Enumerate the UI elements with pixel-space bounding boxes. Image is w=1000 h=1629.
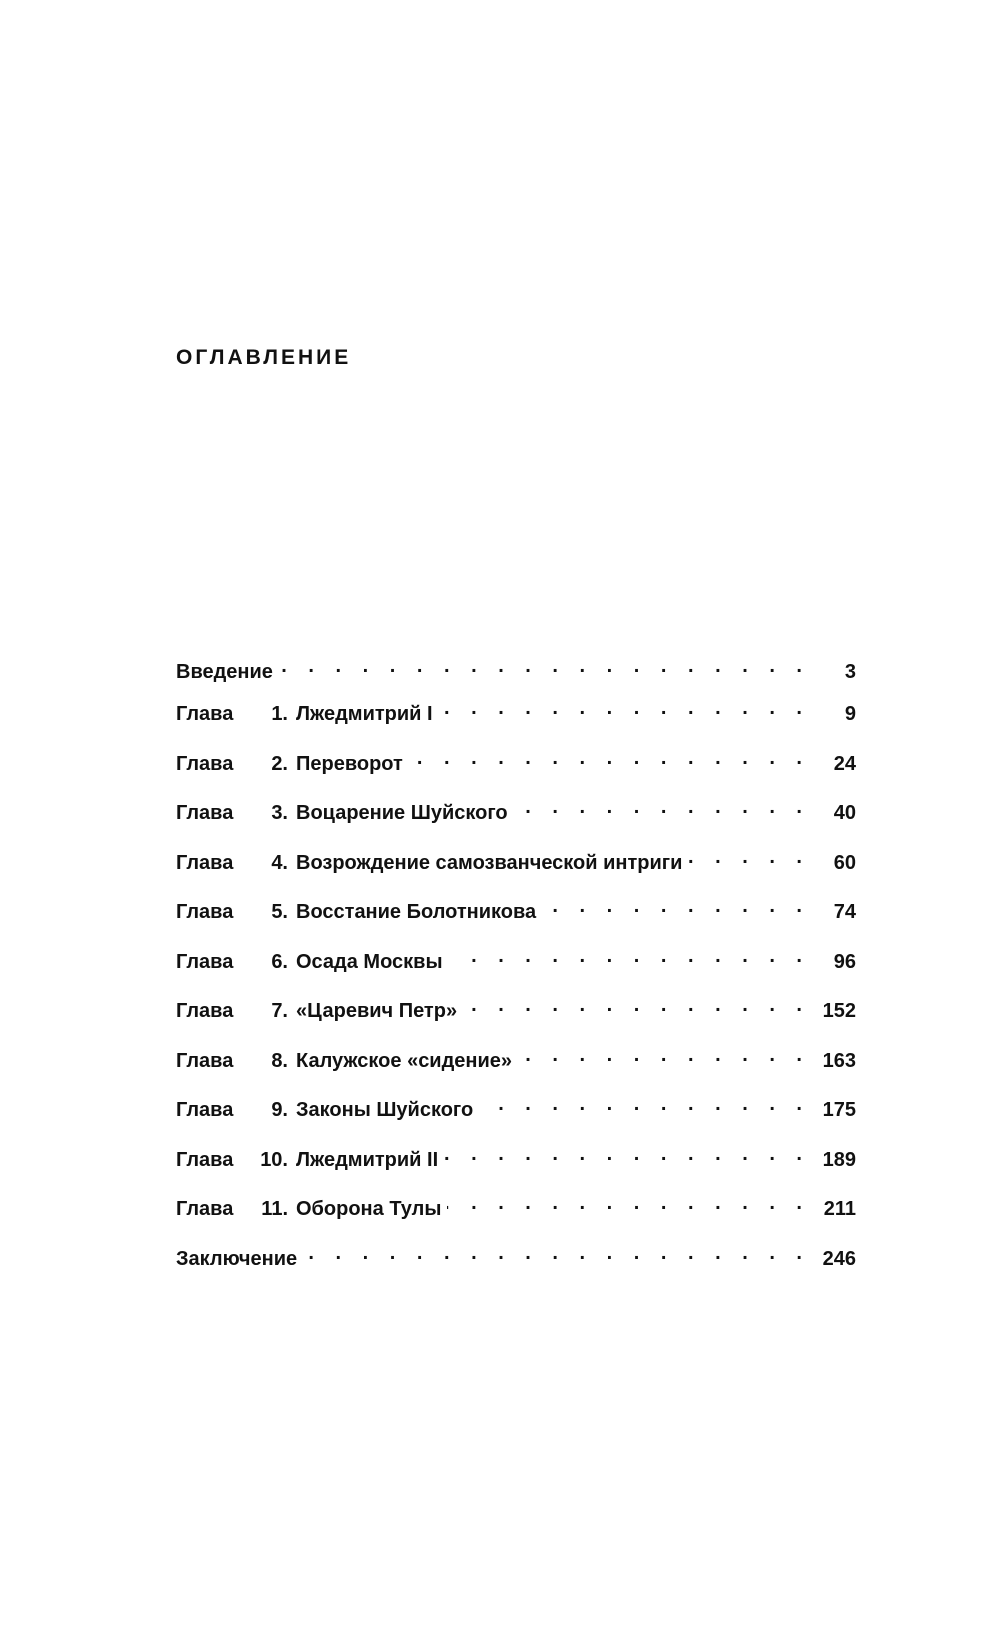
dot-leader [409,746,810,770]
toc-entry-page: 9 [844,703,856,725]
toc-entry-number: 8. [271,1049,288,1072]
toc-entry [176,1043,856,1093]
dot-leader [449,944,810,968]
toc-entry-prefix: Глава [176,901,234,923]
toc-entry-page: 211 [823,1198,856,1220]
dot-leader [447,1191,810,1215]
toc-entry-number: 2. [271,752,288,775]
toc-entry-prefix: Глава [176,703,234,725]
toc-entry [176,845,856,895]
toc-entry [176,944,856,994]
dot-leader [479,1092,810,1116]
toc-entry [176,1191,856,1241]
toc-entry-prefix: Глава [176,1198,234,1220]
toc-entry-prefix: Глава [176,802,234,824]
toc-entry [176,696,856,746]
toc-entry-number: 3. [271,802,288,824]
toc-entry-prefix: Глава [176,851,234,874]
toc-entry [176,654,856,696]
toc-entry-page: 246 [822,1247,856,1270]
dot-leader [518,1043,810,1067]
toc-entry-page: 40 [833,802,856,824]
toc-entry-title: Заключение [176,1247,298,1270]
toc-entry-number: 10. [260,1148,288,1171]
dot-leader [514,795,810,819]
toc-entry-prefix: Глава [176,1099,234,1121]
toc-entry-number: 4. [271,851,288,874]
toc-entry-number: 1. [271,703,288,725]
dot-leader [439,696,810,720]
toc-entry-prefix: Глава [176,950,234,973]
toc-entry-page: 152 [822,1000,856,1022]
dot-leader [303,1241,810,1265]
toc-entry-number: 7. [271,1000,288,1022]
toc-entry-page: 24 [833,752,856,775]
toc-entry-title: Оборона Тулы [296,1198,442,1220]
toc-entry-title: Введение [176,661,273,683]
toc-entry [176,894,856,944]
toc-entry-title: «Царевич Петр» [296,1000,458,1022]
dot-leader [444,1142,810,1166]
toc-list [176,654,856,1290]
toc-entry-title: Законы Шуйского [296,1099,474,1121]
toc-entry-number: 9. [271,1099,288,1121]
toc-entry-number: 5. [271,901,288,923]
toc-entry-title: Осада Москвы [296,950,443,973]
toc-entry-title: Лжедмитрий II [296,1148,439,1171]
toc-entry-page: 60 [833,851,856,874]
toc-entry-title: Восстание Болотникова [296,901,537,923]
toc-entry-prefix: Глава [176,1049,234,1072]
toc-entry-number: 6. [271,950,288,973]
toc-entry-page: 3 [844,661,856,683]
toc-entry-page: 175 [822,1099,856,1121]
dot-leader [542,894,810,918]
toc-entry-title: Лжедмитрий I [296,703,433,725]
toc-entry [176,1092,856,1142]
toc-entry-number: 11. [261,1198,288,1220]
toc-entry-prefix: Глава [176,1148,234,1171]
toc-entry [176,795,856,845]
toc-entry [176,993,856,1043]
toc-entry-title: Калужское «сидение» [296,1049,513,1072]
toc-entry-page: 163 [822,1049,856,1072]
dot-leader [688,845,810,869]
dot-leader [279,654,810,678]
toc-entry-prefix: Глава [176,1000,234,1022]
dot-leader [463,993,810,1017]
toc-entry [176,1241,856,1291]
toc-entry-page: 96 [833,950,856,973]
toc-entry-page: 74 [833,901,856,923]
toc-entry-page: 189 [822,1148,856,1171]
toc-entry [176,1142,856,1192]
toc-entry-prefix: Глава [176,752,234,775]
toc-entry-title: Возрождение самозванческой интриги [296,851,683,874]
toc-entry-title: Переворот [296,752,403,775]
toc-heading: ОГЛАВЛЕНИЕ [176,346,352,369]
toc-entry-title: Воцарение Шуйского [296,802,508,824]
toc-entry [176,746,856,796]
